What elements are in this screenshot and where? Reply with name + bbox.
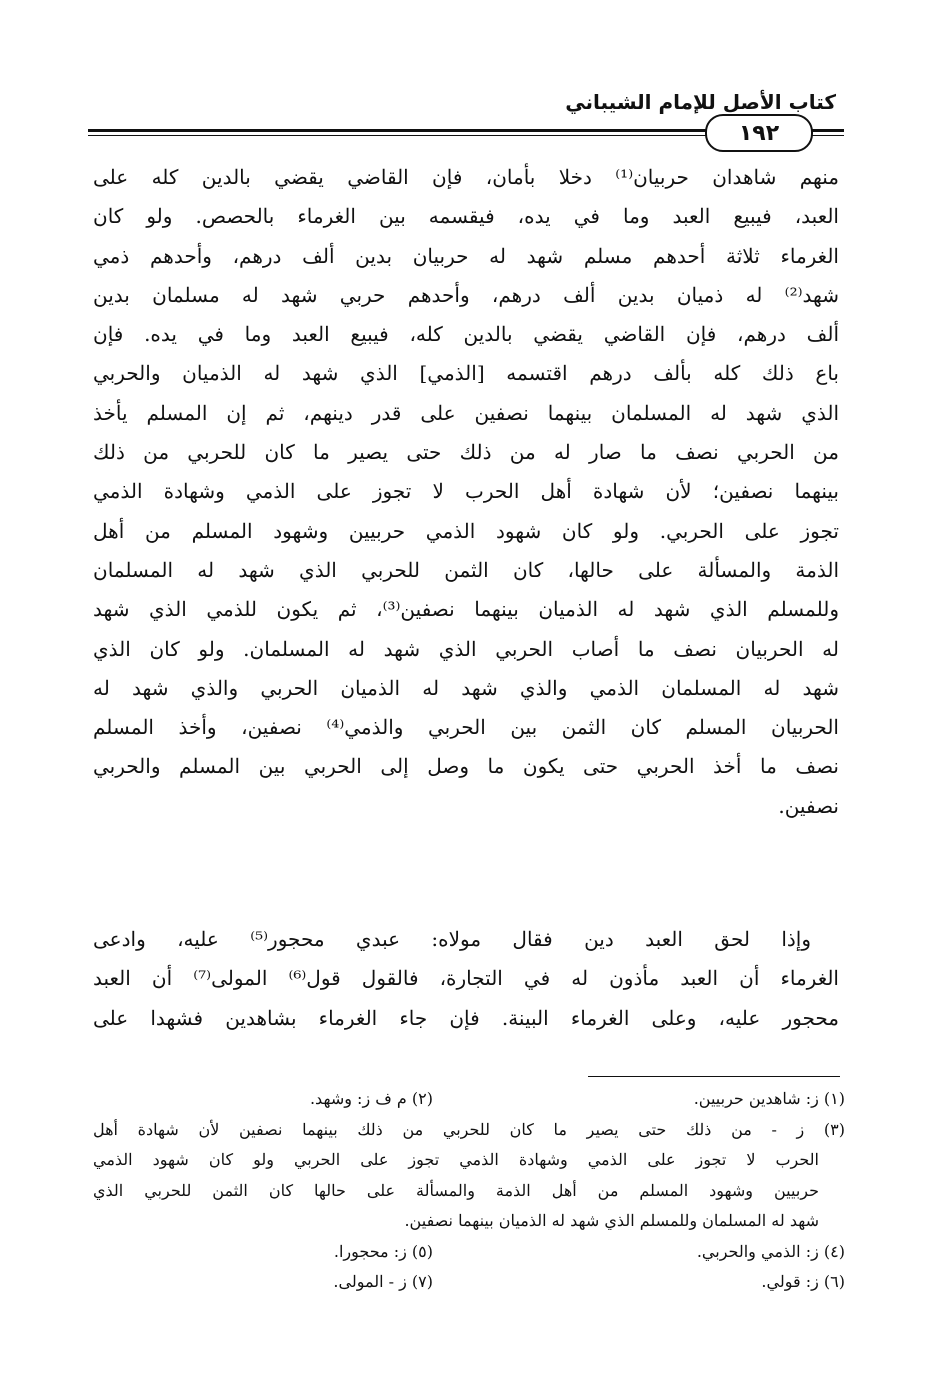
footnote-4: (٤) ز: الذمي والحربي. xyxy=(696,1241,845,1261)
text-line: شهد له المسلمان الذمي والذي شهد له الذميان الحربي والذي شهد له xyxy=(93,675,839,700)
footnote-3 xyxy=(93,1115,845,1237)
footnotes xyxy=(93,1084,845,1298)
text-line: منهم شاهدان حربيان⁽¹⁾ دخلا بأمان، فإن القاضي يقضي بالدين كله على xyxy=(93,165,839,189)
footnote-line: الحرب لا تجوز على الذمي وشهادة الذمي تجوز على الحربي ولو كان شهود الذمي xyxy=(93,1150,820,1169)
footnote-line: شهد له المسلمان وللمسلم الذي شهد له الذميان بينهما نصفين. xyxy=(404,1211,819,1230)
text-line: باع ذلك كله بألف درهم اقتسمه [الذمي] الذي شهد له الذميان والحربي xyxy=(93,361,839,386)
paragraph-1 xyxy=(93,158,839,826)
text-line: الحربيان المسلم كان الثمن بين الحربي والذمي⁽⁴⁾ نصفين، وأخذ المسلم xyxy=(93,715,839,740)
text-line: محجور عليه، وعلى الغرماء البينة. فإن جاء الغرماء بشاهدين فشهدا على xyxy=(93,1005,839,1030)
text-line: بينهما نصفين؛ لأن شهادة أهل الحرب لا تجوز على الذمي وشهادة الذمي xyxy=(93,479,839,504)
text-line: الغرماء ثلاثة أحدهم مسلم شهد له حربيان بدين ألف درهم، وأحدهم ذمي xyxy=(93,243,839,268)
footnote-row xyxy=(93,1267,845,1298)
footnote-1: (١) ز: شاهدين حربيين. xyxy=(693,1089,845,1108)
footnote-row xyxy=(93,1237,845,1268)
text-line: الذمة والمسألة على حالها، كان الثمن للحربي الذي شهد له المسلمان xyxy=(93,557,839,582)
footnote-7: (٧) ز - المولى. xyxy=(333,1272,433,1291)
text-line: من الحربي نصف ما صار له من ذلك حتى يصير ما كان للحربي من ذلك xyxy=(93,440,839,465)
footnote-separator xyxy=(588,1076,840,1077)
text-line: تجوز على الحربي. ولو كان شهود الذمي حربيين وشهود المسلم من أهل xyxy=(93,518,839,543)
footnote-row xyxy=(93,1084,845,1115)
text-line: العبد، فيبيع العبد وما في يده، فيقسمه بين الغرماء بالحصص. ولو كان xyxy=(93,204,839,229)
text-line: الغرماء أن العبد مأذون له في التجارة، فالقول قول⁽⁶⁾ المولى⁽⁷⁾ أن العبد xyxy=(93,966,839,991)
text-line: شهد⁽²⁾ له ذميان بدين ألف درهم، وأحدهم حربي شهد له مسلمان بدين xyxy=(93,282,839,307)
text-line: له الحربيان نصف ما أصاب الحربي الذي شهد له المسلمان. ولو كان الذي xyxy=(93,636,839,661)
footnote-5: (٥) ز: محجورا. xyxy=(333,1241,433,1261)
page-number: ١٩٢ xyxy=(705,114,813,152)
text-line: وللمسلم الذي شهد له الذميان بينهما نصفين⁽³⁾، ثم يكون للذمي الذي شهد xyxy=(93,597,839,622)
text-line: نصفين. xyxy=(778,793,839,818)
running-header-title: كتاب الأصل للإمام الشيباني xyxy=(565,90,836,114)
text-line: ألف درهم، فإن القاضي يقضي بالدين كله، فيبيع العبد وما في يده. فإن xyxy=(93,322,839,347)
footnote-2: (٢) م ف ز: وشهد. xyxy=(309,1089,433,1108)
text-line: نصف ما أخذ الحربي حتى يكون ما وصل إلى الحربي بين المسلم والحربي xyxy=(93,754,839,779)
footnote-6: (٦) ز: قولي. xyxy=(761,1272,845,1291)
text-line: وإذا لحق العبد دين فقال مولاه: عبدي محجور⁽⁵⁾ عليه، وادعى xyxy=(93,927,811,951)
paragraph-2 xyxy=(93,920,839,1038)
footnote-line: (٣) ز - من ذلك حتى يصير ما كان للحربي من ذلك بينهما نصفين لأن شهادة أهل xyxy=(93,1119,845,1139)
text-line: الذي شهد له المسلمان بينهما نصفين على قدر دينهم، ثم إن المسلم يأخذ xyxy=(93,400,839,425)
footnote-line: حربيين وشهود المسلم من أهل الذمة والمسألة على حالها كان الثمن للحربي الذي xyxy=(93,1180,819,1200)
